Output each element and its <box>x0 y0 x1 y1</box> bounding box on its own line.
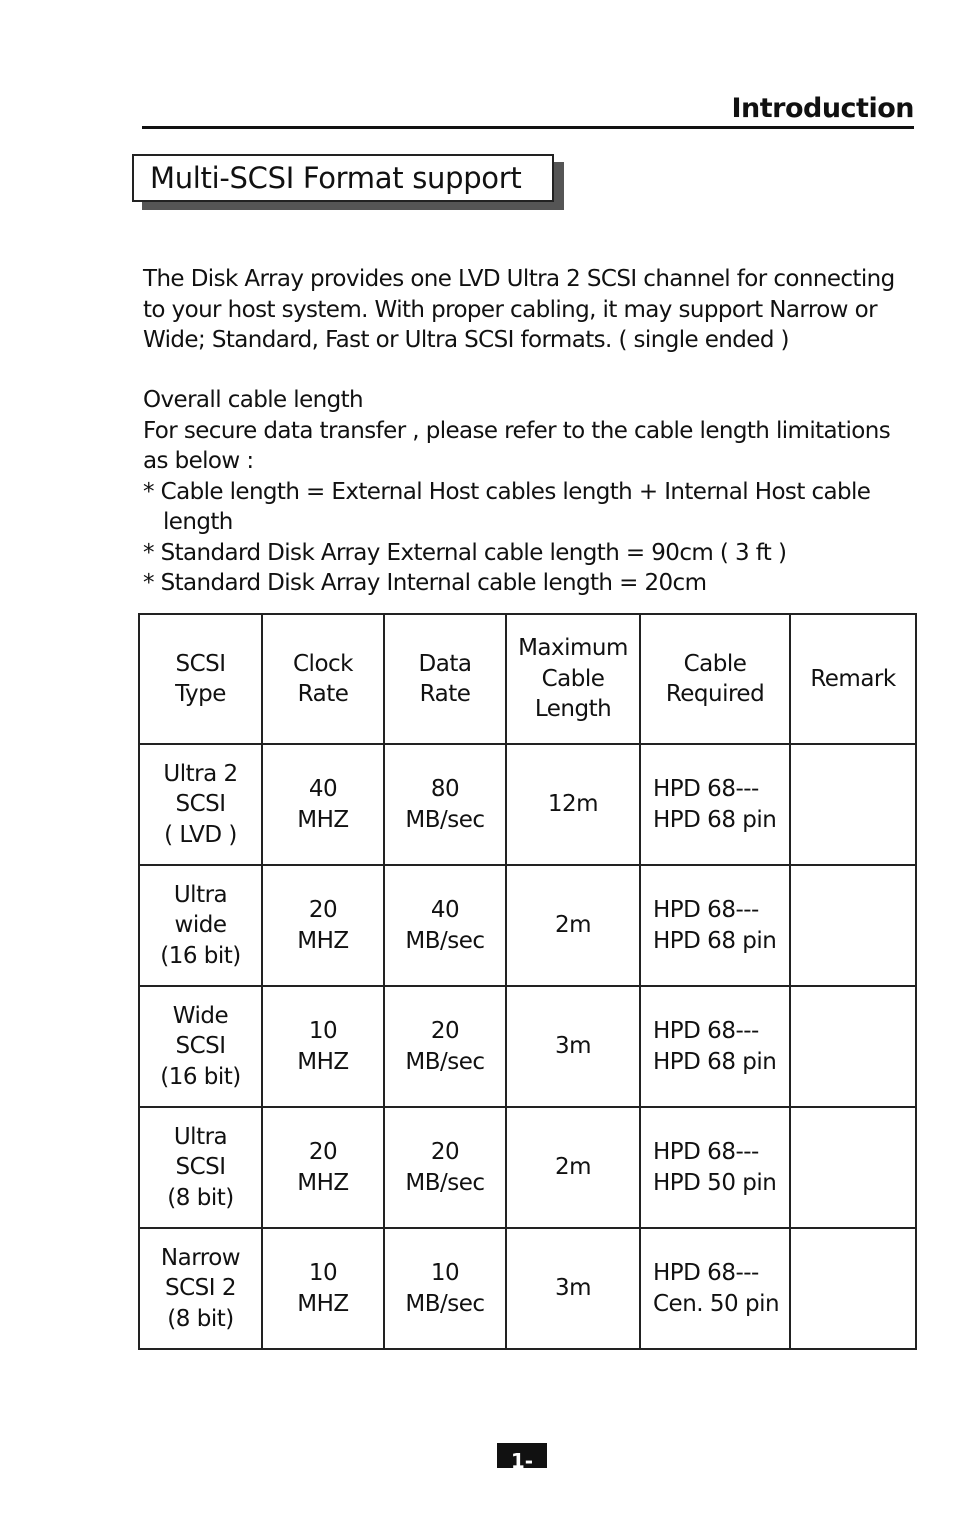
cable-heading: Overall cable length <box>143 387 364 413</box>
cell-max-length: 12m <box>506 744 640 865</box>
cell-remark <box>790 744 916 865</box>
cable-desc-line: For secure data transfer , please refer to the cable length limitations <box>143 417 891 444</box>
table-header-row <box>139 614 916 744</box>
col-header-remark: Remark <box>790 614 916 744</box>
col-header-cable-required: Cable Required <box>640 614 790 744</box>
table-row <box>139 865 916 986</box>
cable-desc-line: as below : <box>143 448 254 474</box>
cell-scsi-type: Ultra 2 SCSI ( LVD ) <box>139 744 262 865</box>
cable-bullet-3: * Standard Disk Array Internal cable length = 20cm <box>143 570 707 596</box>
cell-data-rate: 40 MB/sec <box>384 865 506 986</box>
cell-cable-required: HPD 68--- HPD 68 pin <box>640 744 790 865</box>
cell-remark <box>790 865 916 986</box>
table-row <box>139 744 916 865</box>
col-header-max-cable-length: Maximum Cable Length <box>506 614 640 744</box>
cell-remark <box>790 1107 916 1228</box>
cell-remark <box>790 986 916 1107</box>
col-header-data-rate: Data Rate <box>384 614 506 744</box>
table-row <box>139 986 916 1107</box>
cable-bullet-1-cont: length <box>163 509 233 535</box>
cable-bullet-1: * Cable length = External Host cables length + Internal Host cable <box>143 478 871 505</box>
cell-max-length: 3m <box>506 1228 640 1349</box>
cell-cable-required: HPD 68--- Cen. 50 pin <box>640 1228 790 1349</box>
cell-max-length: 2m <box>506 1107 640 1228</box>
cell-max-length: 2m <box>506 865 640 986</box>
page-number: 1-14 <box>497 1443 547 1468</box>
cell-cable-required: HPD 68--- HPD 50 pin <box>640 1107 790 1228</box>
cell-scsi-type: Narrow SCSI 2 (8 bit) <box>139 1228 262 1349</box>
col-header-scsi-type: SCSI Type <box>139 614 262 744</box>
cell-cable-required: HPD 68--- HPD 68 pin <box>640 986 790 1107</box>
table-row <box>139 1228 916 1349</box>
cell-scsi-type: Ultra SCSI (8 bit) <box>139 1107 262 1228</box>
cell-data-rate: 20 MB/sec <box>384 1107 506 1228</box>
intro-line: to your host system. With proper cabling, it may support Narrow or <box>143 296 877 323</box>
cell-max-length: 3m <box>506 986 640 1107</box>
cell-remark <box>790 1228 916 1349</box>
page-header <box>142 92 914 129</box>
col-header-clock-rate: Clock Rate <box>262 614 384 744</box>
section-title-box <box>132 154 554 202</box>
cell-scsi-type: Ultra wide (16 bit) <box>139 865 262 986</box>
cable-bullet-2: * Standard Disk Array External cable length = 90cm ( 3 ft ) <box>143 539 787 566</box>
cell-data-rate: 20 MB/sec <box>384 986 506 1107</box>
table-row <box>139 1107 916 1228</box>
section-title: Multi-SCSI Format support <box>150 161 522 195</box>
cell-cable-required: HPD 68--- HPD 68 pin <box>640 865 790 986</box>
header-title: Introduction <box>731 93 914 124</box>
scsi-format-table <box>138 613 917 1350</box>
cable-length-section <box>143 385 923 599</box>
intro-line: Wide; Standard, Fast or Ultra SCSI formats. ( single ended ) <box>143 327 789 353</box>
cell-data-rate: 10 MB/sec <box>384 1228 506 1349</box>
cell-clock-rate: 10 MHZ <box>262 986 384 1107</box>
cell-scsi-type: Wide SCSI (16 bit) <box>139 986 262 1107</box>
cell-clock-rate: 20 MHZ <box>262 1107 384 1228</box>
intro-line: The Disk Array provides one LVD Ultra 2 SCSI channel for connecting <box>143 266 895 292</box>
cell-data-rate: 80 MB/sec <box>384 744 506 865</box>
cell-clock-rate: 40 MHZ <box>262 744 384 865</box>
cell-clock-rate: 20 MHZ <box>262 865 384 986</box>
cell-clock-rate: 10 MHZ <box>262 1228 384 1349</box>
intro-paragraph <box>143 264 923 356</box>
